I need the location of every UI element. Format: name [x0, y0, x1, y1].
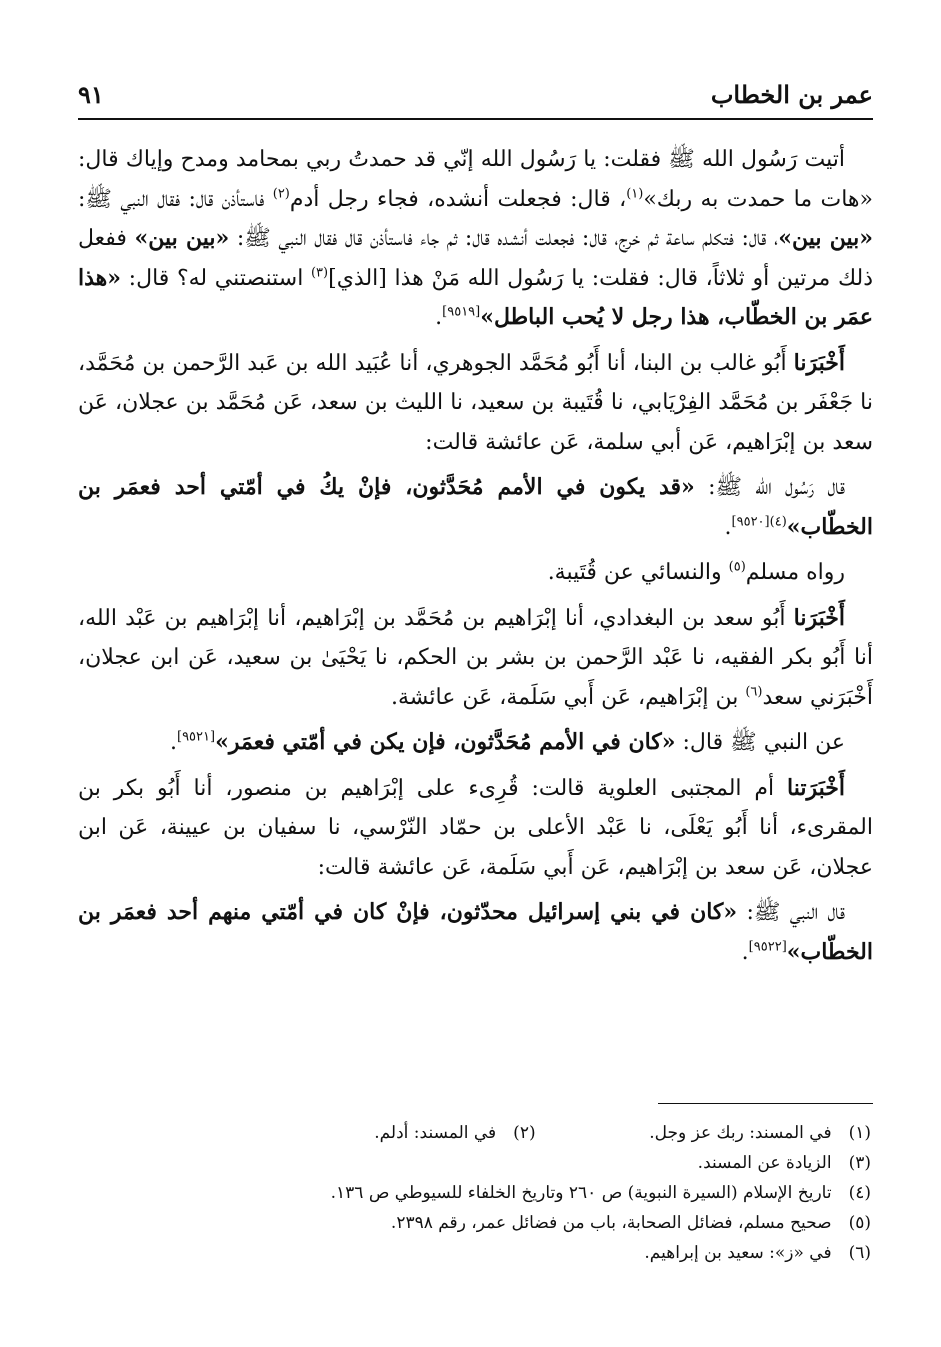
footnote-text: في المسند: أدلم.	[374, 1123, 497, 1143]
text-run: أم المجتبى العلوية قالت: قُرِىء على إبْرَاهيم بن منصور، أنا أَبُو بكر بن المقرىء، أنا أَبُو يَعْلَى، نا عَبْد الأعلى بن حمّاد النّرْسي، نا سفيان بن عيينة، عَن ابن عجلان، عَن سعد بن إبْرَاهيم، عَن أَبي سَلَمة، عَن عائشة قالت:	[78, 775, 873, 880]
text-run: استنصتني له؟ قال:	[121, 265, 311, 291]
bold-text: «بين بين»	[134, 225, 230, 251]
page-number: ٩١	[78, 80, 104, 109]
bold-text: أَخْبَرَتنا	[787, 774, 845, 801]
footnote-number: (١)	[848, 1123, 871, 1143]
footnote-text: في «ز»: سعيد بن إبراهيم.	[644, 1243, 832, 1263]
bold-text: أَخْبَرَنا	[793, 604, 845, 631]
reference-marker: (٤)	[769, 514, 787, 530]
bold-text: «كان في الأمم مُحَدَّثون، فإن يكن في أمّتي فعمَر»	[215, 729, 676, 755]
paragraph	[78, 893, 873, 972]
paragraph	[78, 723, 873, 763]
text-run: .	[724, 514, 732, 540]
footnote	[78, 1208, 871, 1238]
footnote-separator	[658, 1103, 873, 1104]
page-header	[78, 78, 873, 120]
running-title: عمر بن الخطاب	[710, 80, 873, 109]
reference-marker: (٣)	[310, 265, 329, 281]
footnote	[78, 1178, 871, 1208]
footnote-number: (٣)	[848, 1153, 871, 1173]
footnote	[78, 1148, 871, 1178]
text-run: أَبُو سعد بن البغدادي، أنا إبْرَاهيم بن مُحَمَّد بن إبْرَاهيم، أنا إبْرَاهيم بن عَبْد الله، أنا أَبُو بكر الفقيه، نا عَبْد الرَّحمن بن بشر بن الحكم، نا يَحْيَىٰ بن سعيد، عَن ابن عجلان، أَخْبَرَني سعد	[78, 605, 873, 710]
text-run: .	[741, 939, 749, 965]
text-run: أتيت رَسُول الله ﷺ فقلت: يا رَسُول الله إنّي قد حمدتُ ربي بمحامد ومدح وإياك قال: «هات ما حمدت به ربك»	[78, 147, 873, 212]
text-run: ، قال: فتكلم ساعة ثم خرج، قال: فجعلت أنشده قال: ثم جاء فاستأذن قال فقال النبي ﷺ:	[229, 226, 779, 251]
bold-text: «كان في بني إسرائيل محدّثون، فإنْ كان في أمّتي منهم أحد فعمَر بن الخطّاب»	[78, 899, 873, 965]
paragraph	[78, 769, 873, 888]
footnote-text: الزيادة عن المسند.	[697, 1153, 832, 1173]
text-run: .	[435, 305, 443, 330]
text-run: قال النبي ﷺ:	[737, 900, 845, 925]
footnote-text: صحيح مسلم، فضائل الصحابة، باب من فضائل عمر، رقم ٢٣٩٨.	[390, 1213, 832, 1233]
paragraph	[78, 599, 873, 718]
paragraph	[78, 468, 873, 547]
bold-text: «قد يكون في الأمم مُحَدَّثون، فإنْ يكُ في أمّتي أحد فعمَر بن الخطّاب»	[78, 474, 873, 540]
reference-marker: (٦)	[745, 684, 763, 700]
footnote	[541, 1118, 871, 1148]
bold-text: «بين بين»	[778, 225, 873, 251]
main-text	[78, 140, 873, 978]
text-run: .	[170, 730, 177, 755]
text-run: فاستأذن قال: فقال النبي ﷺ:	[78, 186, 273, 212]
footnotes	[78, 1118, 871, 1268]
reference-marker: [٩٥٢٠]	[731, 514, 770, 530]
reference-marker: (٥)	[728, 559, 746, 575]
footnote-text: في المسند: ربك عز وجل.	[649, 1123, 832, 1143]
footnote-number: (٦)	[848, 1243, 871, 1263]
reference-marker: [٩٥٢١]	[177, 729, 216, 745]
text-run: عن النبي ﷺ قال:	[675, 730, 845, 755]
footnote-text: تاريخ الإسلام (السيرة النبوية) ص ٢٦٠ وتاريخ الخلفاء للسيوطي ص ١٣٦.	[330, 1183, 832, 1203]
reference-marker: (٢)	[272, 186, 290, 202]
reference-marker: (١)	[626, 186, 644, 202]
reference-marker: [٩٥١٩]	[442, 304, 481, 320]
footnote-row	[78, 1118, 871, 1148]
footnote	[78, 1238, 871, 1268]
footnote-number: (٤)	[848, 1183, 871, 1203]
paragraph	[78, 140, 873, 338]
text-run: رواه مسلم	[745, 560, 845, 585]
text-run: والنسائي عن قُتَيبة.	[547, 560, 729, 585]
paragraph	[78, 553, 873, 593]
reference-marker: [٩٥٢٢]	[748, 939, 787, 955]
text-run: أَبُو غالب بن البنا، أنا أَبُو مُحَمَّد الجوهري، أنا عُبَيد الله بن عَبد الرَّحمن بن مُحَمَّد، نا جَعْفَر بن مُحَمَّد الفِرْيَابي، نا قُتَيبة بن سعيد، نا الليث بن سعد، عَن مُحَمَّد بن عجلان، عَن سعد بن إبْرَاهيم، عَن أبي سلمة، عَن عائشة قالت:	[78, 350, 873, 455]
bold-text: أَخْبَرَنا	[793, 349, 845, 376]
text-run: ، قال: فجعلت أنشده، فجاء رجل أدم	[289, 186, 627, 212]
text-run: قال رَسُول الله ﷺ:	[694, 475, 845, 500]
footnote	[374, 1123, 535, 1143]
footnote-number: (٢)	[513, 1123, 536, 1143]
footnote-number: (٥)	[848, 1213, 871, 1233]
text-run: ففعل ذلك مرتين أو ثلاثاً، قال: فقلت: يا رَسُول الله مَنْ هذا [الذي]	[78, 226, 873, 291]
bold-text: «هذا عمَر بن الخطّاب، هذا رجل لا يُحب الباطل»	[78, 264, 873, 330]
paragraph	[78, 344, 873, 463]
text-run: بن إبْرَاهيم، عَن أَبي سَلَمة، عَن عائشة.	[391, 684, 746, 710]
